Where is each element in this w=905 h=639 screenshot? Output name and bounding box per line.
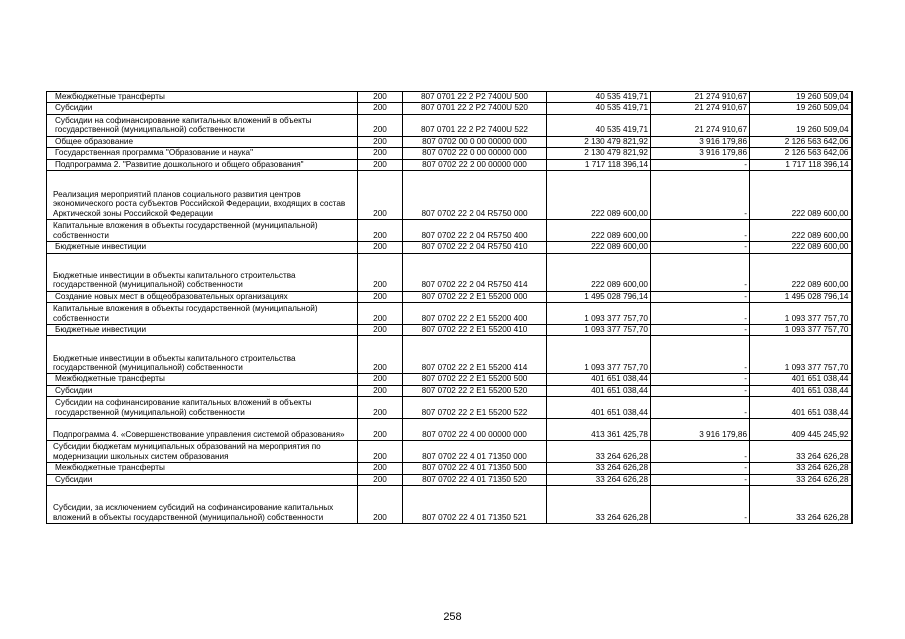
row-value-3-cell: 2 126 563 642,06	[750, 148, 852, 159]
row-value-2-cell: 21 274 910,67	[651, 114, 750, 136]
row-value-1-cell: 222 089 600,00	[547, 171, 651, 220]
row-value-1-cell: 222 089 600,00	[547, 220, 651, 242]
table-row	[47, 114, 852, 136]
table-row	[47, 336, 852, 374]
row-value-2-cell: -	[651, 291, 750, 302]
row-value-2-cell: 21 274 910,67	[651, 103, 750, 114]
row-value-2-cell: -	[651, 441, 750, 463]
row-value-3-cell: 33 264 626,28	[750, 463, 852, 474]
row-value-1-cell: 413 361 425,78	[547, 419, 651, 441]
row-value-1-cell: 401 651 038,44	[547, 374, 651, 385]
row-code-cell: 200	[358, 291, 403, 302]
row-value-1-cell: 1 717 118 396,14	[547, 159, 651, 170]
row-value-3-cell: 401 651 038,44	[750, 374, 852, 385]
row-name-cell: Субсидии	[47, 385, 358, 396]
row-kbk-cell: 807 0702 22 4 01 71350 500	[403, 463, 547, 474]
row-kbk-cell: 807 0702 22 0 00 00000 000	[403, 148, 547, 159]
row-name-cell: Общее образование	[47, 136, 358, 147]
budget-table	[46, 91, 853, 524]
row-value-3-cell: 222 089 600,00	[750, 171, 852, 220]
row-value-2-cell: -	[651, 474, 750, 485]
table-row	[47, 474, 852, 485]
row-value-1-cell: 222 089 600,00	[547, 242, 651, 253]
table-row	[47, 441, 852, 463]
row-code-cell: 200	[358, 159, 403, 170]
table-row	[47, 397, 852, 419]
row-kbk-cell: 807 0701 22 2 P2 7400U 522	[403, 114, 547, 136]
table-row	[47, 291, 852, 302]
row-value-2-cell: 3 916 179,86	[651, 136, 750, 147]
row-name-cell: Создание новых мест в общеобразовательных организациях	[47, 291, 358, 302]
table-row	[47, 220, 852, 242]
row-value-3-cell: 222 089 600,00	[750, 242, 852, 253]
row-code-cell: 200	[358, 463, 403, 474]
table-row	[47, 324, 852, 335]
row-value-3-cell: 1 093 377 757,70	[750, 336, 852, 374]
row-value-1-cell: 33 264 626,28	[547, 463, 651, 474]
row-kbk-cell: 807 0702 22 4 00 00000 000	[403, 419, 547, 441]
row-kbk-cell: 807 0701 22 2 P2 7400U 520	[403, 103, 547, 114]
table-row	[47, 136, 852, 147]
row-kbk-cell: 807 0702 22 2 E1 55200 500	[403, 374, 547, 385]
row-value-1-cell: 1 495 028 796,14	[547, 291, 651, 302]
table-row	[47, 92, 852, 103]
row-code-cell: 200	[358, 103, 403, 114]
row-name-cell: Субсидии	[47, 474, 358, 485]
row-code-cell: 200	[358, 441, 403, 463]
row-kbk-cell: 807 0701 22 2 P2 7400U 500	[403, 92, 547, 103]
row-value-2-cell: 3 916 179,86	[651, 419, 750, 441]
row-kbk-cell: 807 0702 22 2 E1 55200 414	[403, 336, 547, 374]
row-value-1-cell: 2 130 479 821,92	[547, 148, 651, 159]
row-name-cell: Межбюджетные трансферты	[47, 463, 358, 474]
row-value-2-cell: -	[651, 336, 750, 374]
row-kbk-cell: 807 0702 22 2 04 R5750 000	[403, 171, 547, 220]
row-code-cell: 200	[358, 92, 403, 103]
row-value-2-cell: -	[651, 220, 750, 242]
row-code-cell: 200	[358, 220, 403, 242]
row-value-2-cell: -	[651, 324, 750, 335]
row-code-cell: 200	[358, 253, 403, 291]
row-value-1-cell: 40 535 419,71	[547, 114, 651, 136]
row-code-cell: 200	[358, 242, 403, 253]
row-value-2-cell: -	[651, 159, 750, 170]
row-value-3-cell: 33 264 626,28	[750, 486, 852, 524]
row-value-3-cell: 1 495 028 796,14	[750, 291, 852, 302]
table-row	[47, 463, 852, 474]
row-value-2-cell: -	[651, 253, 750, 291]
row-value-3-cell: 19 260 509,04	[750, 114, 852, 136]
row-kbk-cell: 807 0702 00 0 00 00000 000	[403, 136, 547, 147]
row-name-cell: Субсидии на софинансирование капитальных вложений в объекты государственной (муниципальной) собственности	[47, 397, 358, 419]
row-value-2-cell: -	[651, 302, 750, 324]
table-row	[47, 385, 852, 396]
row-name-cell: Субсидии бюджетам муниципальных образований на мероприятия по модернизации школьных систем образования	[47, 441, 358, 463]
row-value-2-cell: -	[651, 486, 750, 524]
row-name-cell: Подпрограмма 2. "Развитие дошкольного и общего образования"	[47, 159, 358, 170]
row-kbk-cell: 807 0702 22 2 04 R5750 400	[403, 220, 547, 242]
row-value-3-cell: 409 445 245,92	[750, 419, 852, 441]
table-row	[47, 419, 852, 441]
row-value-3-cell: 401 651 038,44	[750, 397, 852, 419]
table-row	[47, 148, 852, 159]
row-name-cell: Капитальные вложения в объекты государственной (муниципальной) собственности	[47, 302, 358, 324]
row-name-cell: Реализация мероприятий планов социального развития центров экономического роста субъектов Российской Федерации, входящих в состав Арктической зоны Российской Федерации	[47, 171, 358, 220]
row-value-1-cell: 1 093 377 757,70	[547, 302, 651, 324]
row-kbk-cell: 807 0702 22 2 00 00000 000	[403, 159, 547, 170]
row-value-2-cell: -	[651, 397, 750, 419]
row-kbk-cell: 807 0702 22 2 04 R5750 414	[403, 253, 547, 291]
row-code-cell: 200	[358, 374, 403, 385]
page-number: 258	[443, 611, 462, 623]
row-kbk-cell: 807 0702 22 4 01 71350 520	[403, 474, 547, 485]
row-code-cell: 200	[358, 474, 403, 485]
row-value-1-cell: 40 535 419,71	[547, 103, 651, 114]
row-code-cell: 200	[358, 419, 403, 441]
row-code-cell: 200	[358, 385, 403, 396]
row-value-3-cell: 222 089 600,00	[750, 253, 852, 291]
row-name-cell: Субсидии, за исключением субсидий на софинансирование капитальных вложений в объекты государственной (муниципальной) собственности	[47, 486, 358, 524]
row-name-cell: Капитальные вложения в объекты государственной (муниципальной) собственности	[47, 220, 358, 242]
table-row	[47, 159, 852, 170]
row-value-1-cell: 40 535 419,71	[547, 92, 651, 103]
row-value-2-cell: -	[651, 374, 750, 385]
row-name-cell: Бюджетные инвестиции	[47, 242, 358, 253]
row-value-2-cell: -	[651, 385, 750, 396]
table-row	[47, 171, 852, 220]
budget-table-body	[47, 92, 852, 524]
row-code-cell: 200	[358, 486, 403, 524]
row-value-2-cell: -	[651, 242, 750, 253]
table-row	[47, 103, 852, 114]
row-value-2-cell: 21 274 910,67	[651, 92, 750, 103]
row-value-1-cell: 401 651 038,44	[547, 397, 651, 419]
row-value-3-cell: 222 089 600,00	[750, 220, 852, 242]
table-row	[47, 253, 852, 291]
row-value-1-cell: 2 130 479 821,92	[547, 136, 651, 147]
row-name-cell: Бюджетные инвестиции	[47, 324, 358, 335]
row-code-cell: 200	[358, 171, 403, 220]
row-code-cell: 200	[358, 302, 403, 324]
row-value-1-cell: 33 264 626,28	[547, 441, 651, 463]
row-kbk-cell: 807 0702 22 2 E1 55200 000	[403, 291, 547, 302]
row-name-cell: Бюджетные инвестиции в объекты капитального строительства государственной (муниципальной) собственности	[47, 253, 358, 291]
row-value-1-cell: 1 093 377 757,70	[547, 336, 651, 374]
row-kbk-cell: 807 0702 22 2 E1 55200 400	[403, 302, 547, 324]
row-value-2-cell: 3 916 179,86	[651, 148, 750, 159]
table-row	[47, 374, 852, 385]
row-kbk-cell: 807 0702 22 2 E1 55200 522	[403, 397, 547, 419]
row-value-2-cell: -	[651, 463, 750, 474]
row-value-1-cell: 33 264 626,28	[547, 474, 651, 485]
row-kbk-cell: 807 0702 22 4 01 71350 000	[403, 441, 547, 463]
row-name-cell: Межбюджетные трансферты	[47, 374, 358, 385]
row-name-cell: Подпрограмма 4. «Совершенствование управления системой образования»	[47, 419, 358, 441]
row-code-cell: 200	[358, 324, 403, 335]
row-code-cell: 200	[358, 114, 403, 136]
row-kbk-cell: 807 0702 22 2 E1 55200 520	[403, 385, 547, 396]
row-code-cell: 200	[358, 148, 403, 159]
row-kbk-cell: 807 0702 22 2 04 R5750 410	[403, 242, 547, 253]
row-value-3-cell: 1 093 377 757,70	[750, 302, 852, 324]
row-value-3-cell: 401 651 038,44	[750, 385, 852, 396]
row-value-3-cell: 2 126 563 642,06	[750, 136, 852, 147]
row-value-3-cell: 33 264 626,28	[750, 474, 852, 485]
row-code-cell: 200	[358, 397, 403, 419]
row-kbk-cell: 807 0702 22 2 E1 55200 410	[403, 324, 547, 335]
row-value-1-cell: 222 089 600,00	[547, 253, 651, 291]
table-row	[47, 302, 852, 324]
row-name-cell: Государственная программа "Образование и наука"	[47, 148, 358, 159]
row-value-2-cell: -	[651, 171, 750, 220]
row-value-3-cell: 19 260 509,04	[750, 103, 852, 114]
row-name-cell: Субсидии	[47, 103, 358, 114]
row-value-1-cell: 401 651 038,44	[547, 385, 651, 396]
row-name-cell: Межбюджетные трансферты	[47, 92, 358, 103]
row-value-3-cell: 1 093 377 757,70	[750, 324, 852, 335]
row-name-cell: Бюджетные инвестиции в объекты капитального строительства государственной (муниципальной) собственности	[47, 336, 358, 374]
row-kbk-cell: 807 0702 22 4 01 71350 521	[403, 486, 547, 524]
row-code-cell: 200	[358, 336, 403, 374]
row-value-3-cell: 1 717 118 396,14	[750, 159, 852, 170]
table-row	[47, 486, 852, 524]
row-value-3-cell: 19 260 509,04	[750, 92, 852, 103]
row-value-1-cell: 33 264 626,28	[547, 486, 651, 524]
table-row	[47, 242, 852, 253]
row-value-3-cell: 33 264 626,28	[750, 441, 852, 463]
row-code-cell: 200	[358, 136, 403, 147]
row-name-cell: Субсидии на софинансирование капитальных вложений в объекты государственной (муниципальной) собственности	[47, 114, 358, 136]
row-value-1-cell: 1 093 377 757,70	[547, 324, 651, 335]
